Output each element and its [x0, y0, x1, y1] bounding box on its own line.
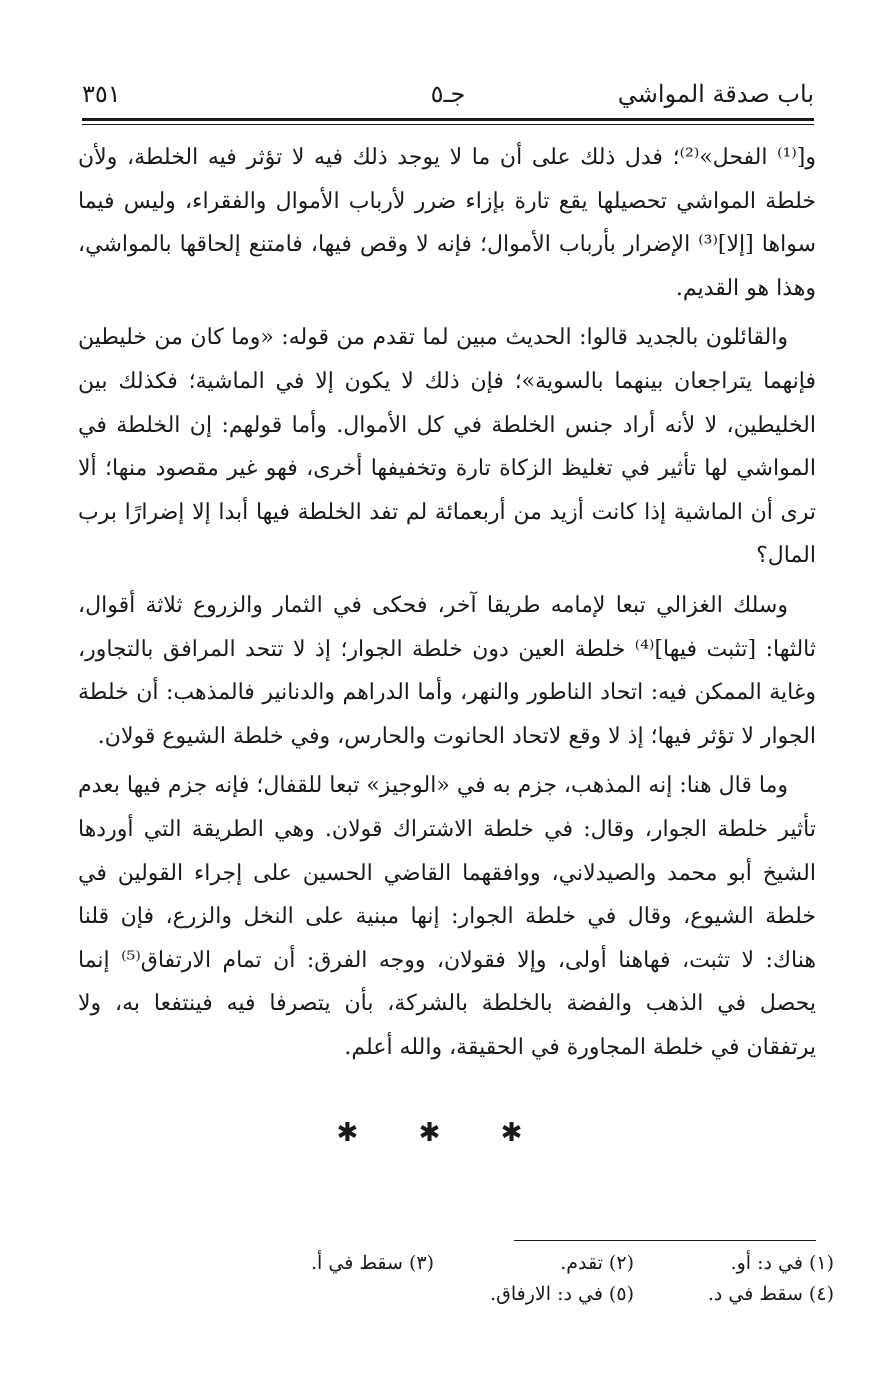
footnote: (٤) سقط في د.	[707, 1283, 834, 1305]
paragraph: وسلك الغزالي تبعا لإمامه طريقا آخر، فحكى في الثمار والزروع ثلاثة أقوال، ثالثها: [تثبت فيها]⁽⁴⁾ خلطة العين دون خلطة الجوار؛ إذ لا تتحد المرافق بالتجاور، وغاية الممكن فيه: اتحاد الناطور والنهر، وأما الدراهم والدنانير فالمذهب: أن خلطة الجوار لا تؤثر فيها؛ إذ لا وقع لاتحاد الحانوت والحارس، وفي خلطة الشيوع قولان.	[78, 592, 817, 749]
paragraph: و[⁽¹⁾ الفحل»⁽²⁾؛ فدل ذلك على أن ما لا يوجد ذلك فيه لا تؤثر فيه الخلطة، ولأن خلطة المواشي تحصيلها يقع تارة بإزاء ضرر لأرباب الأموال والفقراء، وليس فيما سواها [إلا]⁽³⁾ الإضرار بأرباب الأموال؛ فإنه لا وقص فيها، فامتنع إلحاقها بالمواشي، وهذا هو القديم.	[78, 145, 817, 301]
footnote-rule	[514, 1240, 816, 1241]
footnote-row	[230, 1279, 834, 1310]
header-rule-thin	[82, 124, 814, 125]
section-separator: ✱ ✱ ✱	[336, 1118, 549, 1148]
main-text	[78, 136, 816, 1069]
page-number: ٣٥١	[82, 80, 121, 108]
chapter-title: باب صدقة المواشي	[617, 80, 814, 108]
volume-label: جـ٥	[430, 80, 466, 108]
footnote: (٥) في د: الارفاق.	[490, 1283, 634, 1305]
footnote-row	[230, 1248, 834, 1279]
header-rule-thick	[82, 118, 814, 121]
running-header	[82, 74, 814, 114]
footnote: (١) في د: أو.	[730, 1252, 834, 1274]
footnote: (٣) سقط في أ.	[311, 1252, 434, 1274]
paragraph: والقائلون بالجديد قالوا: الحديث مبين لما تقدم من قوله: «وما كان من خليطين فإنهما يتراجعان بينهما بالسوية»؛ فإن ذلك لا يكون إلا في الماشية؛ فكذلك بين الخليطين، لا لأنه أراد جنس الخلطة في كل الأموال. وأما قولهم: إن الخلطة في المواشي لها تأثير في تغليظ الزكاة تارة وتخفيفها أخرى، فهو غير مقصود منها؛ ألا ترى أن الماشية إذا كانت أزيد من أربعمائة لم تفد الخلطة فيها أبدا إلا إضرارًا برب المال؟	[78, 325, 816, 569]
footnote: (٢) تقدم.	[560, 1252, 634, 1274]
footnotes	[230, 1248, 834, 1310]
paragraph: وما قال هنا: إنه المذهب، جزم به في «الوجيز» تبعا للقفال؛ فإنه جزم فيها بعدم تأثير خلطة الجوار، وقال: في خلطة الاشتراك قولان. وهي الطريقة التي أوردها الشيخ أبو محمد والصيدلاني، ووافقهما القاضي الحسين على إجراء القولين في خلطة الشيوع، وقال في خلطة الجوار: إنها مبنية على النخل والزرع، فإن قلنا هناك: لا تثبت، فهاهنا أولى، وإلا فقولان، ووجه الفرق: أن تمام الارتفاق⁽⁵⁾ إنما يحصل في الذهب والفضة بالخلطة بالشركة، بأن يتصرفا فيه فينتفعا به، ولا يرتفقان في خلطة المجاورة في الحقيقة، والله أعلم.	[77, 773, 816, 1060]
